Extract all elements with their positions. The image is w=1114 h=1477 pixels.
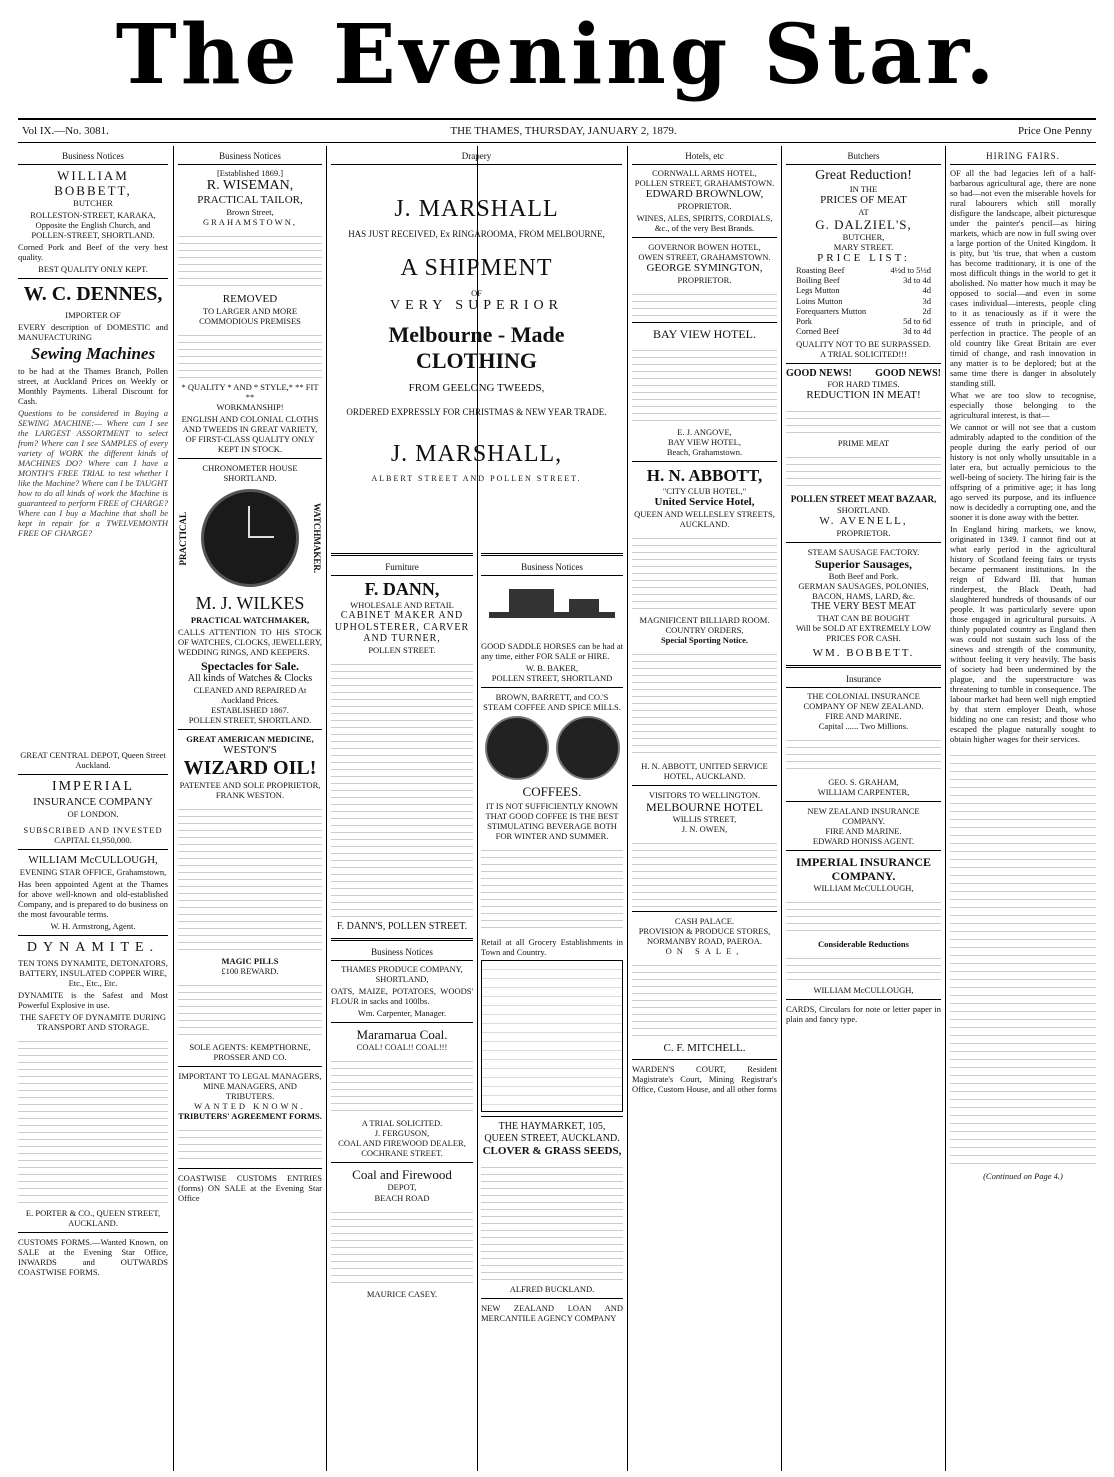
ad-agent: H. N. ABBOTT, UNITED SERVICE HOTEL, AUCKLAND. <box>641 760 768 781</box>
ad-text: STEAM COFFEE AND SPICE MILLS. <box>483 701 621 712</box>
price-row <box>786 306 941 316</box>
ad-agent: W. H. Armstrong, Agent. <box>50 920 136 931</box>
ad-name: H. N. ABBOTT, <box>646 465 763 485</box>
ad-text: "CITY CLUB HOTEL," <box>662 485 747 496</box>
ad-title: GOOD NEWS! <box>786 367 852 379</box>
ad-text: WINES, ALES, SPIRITS, CORDIALS, &c., of the very Best Brands. <box>636 212 773 233</box>
ad-title: IMPERIAL INSURANCE COMPANY. <box>795 854 932 883</box>
ad-agent: GEO. S. GRAHAM, <box>828 776 899 787</box>
brand-table <box>481 960 623 1112</box>
ad-text: Brown Street, <box>226 207 274 218</box>
coach-image <box>489 579 615 639</box>
ad-text: ESTABLISHED 1867. <box>211 704 289 715</box>
section-header: Drapery <box>331 150 622 165</box>
section-header: Furniture <box>331 561 473 576</box>
ad-title: PRICE LIST: <box>817 252 910 265</box>
ad-text: [Established 1869.] <box>216 167 284 178</box>
ad-text: ON SALE, <box>665 946 744 957</box>
ad-title: BAY VIEW HOTEL. <box>653 326 756 341</box>
ad-text: SHORTLAND. <box>836 505 891 515</box>
ad-name: EDWARD BROWNLOW, <box>645 187 764 200</box>
ad-title: DYNAMITE. <box>26 939 160 955</box>
ad-text: Has been appointed Agent at the Thames for above well-known and old-established Company, and is prepared to do business on the most favourable terms. <box>18 878 168 919</box>
ad-text: PROVISION & PRODUCE STORES, <box>638 926 771 937</box>
price-row <box>786 296 941 306</box>
ad-trade: PRACTICAL TAILOR, <box>197 194 303 207</box>
ad-text: COAL AND FIREWOOD DEALER, COCHRANE STREET. <box>338 1138 466 1159</box>
ad-name: BROWN, BARRETT, and CO.'S <box>495 691 609 702</box>
article-paragraph: In England hiring markets, we know, originated in 1349. I cannot find out at what early period in the agricultural history of Scotland feeing fairs or trysts became permanent institutions. In the reign of Edward III. that human rinderpest, the Black Death, had slaughtered hundreds of thousands of our people. It was particularly severe upon those engaged in agricultural pursuits. A thinly populated country as England then was could not sustain such loss of the sinews and strength of the community, without feeling it very heavily. The basis of society had been undermined by the plague, and the superstructure was threatening to tumble in consequence. The labour market had been well nigh emptied by that stern employer Death, whose bidding no one can resist; and those who escaped the plague naturally sought to obtain higher wages for their services. <box>950 524 1096 745</box>
ad-text: POLLEN STREET. <box>368 645 436 656</box>
ad-title: United Service Hotel, <box>654 495 755 508</box>
ad-name: WILLIAM McCULLOUGH, <box>813 985 914 996</box>
price-value: 3d <box>922 295 931 306</box>
ad-title: Sewing Machines <box>30 344 156 364</box>
ad-text: Retail at all Grocery Establishments in Town and Country. <box>481 937 623 958</box>
ad-text: NEW ZEALAND LOAN AND MERCANTILE AGENCY COMPANY <box>481 1302 623 1323</box>
ad-text: Questions to be considered in Buying a SEWING MACHINE:— Where can I see the LARGEST ASSORTMENT to select from? Where can I see SAMPLES of every variety of WORK the different kinds of MACHINES DO? Where can I have a MONTH'S FREE TRIAL to test whether I like the Machine? Where can I be TAUGHT how to do all kinds of work the Machine is guaranteed to perform FREE of CHARGE? Where can I buy a Machine that shall be kept in repair for a TWELVEMONTH FREE OF CHARGE? <box>18 408 168 539</box>
price-value: 2d <box>922 305 931 316</box>
ad-text: BEACH ROAD <box>374 1192 430 1203</box>
ad-text: HAS JUST RECEIVED, Ex RINGAROOMA, FROM MELBOURNE, <box>348 228 605 239</box>
text-block <box>331 658 473 918</box>
price-list <box>786 265 941 335</box>
price-item: Pork <box>796 315 813 326</box>
column-1 <box>18 150 168 1468</box>
ad-text: WARDEN'S COURT, Resident Magistrate's Court, Mining Registrar's Office, Custom House, and all other forms <box>632 1064 777 1095</box>
column-7-article <box>950 150 1096 1468</box>
section-header: Business Notices <box>18 150 168 165</box>
ad-name: E. J. ANGOVE, <box>677 426 732 437</box>
ad-text: VERY SUPERIOR <box>389 297 563 313</box>
ad-name: J. N. OWEN, <box>681 824 728 835</box>
text-block <box>178 230 322 290</box>
column-5-hotels <box>632 150 777 1468</box>
ad-text: FIRE AND MARINE. <box>825 825 902 836</box>
ad-text: PRACTICAL <box>178 511 188 566</box>
ad-title: A SHIPMENT <box>400 254 553 281</box>
ad-text: PRICES OF MEAT <box>820 194 907 207</box>
ad-sub: IMPORTER OF <box>65 309 121 320</box>
price-row <box>786 265 941 275</box>
ad-title: REDUCTION IN MEAT! <box>806 389 921 402</box>
text-block <box>632 344 777 424</box>
ad-text: OF LONDON. <box>67 808 119 819</box>
ad-text: QUALITY NOT TO BE SURPASSED. <box>796 338 931 349</box>
ad-title: IMPERIAL <box>51 779 135 795</box>
price-value: 4½d to 5½d <box>890 265 931 276</box>
ad-text: AT <box>858 207 869 218</box>
ad-title: GOOD NEWS! <box>875 367 941 379</box>
price-row <box>786 275 941 285</box>
text-block <box>950 748 1096 1168</box>
text-block <box>632 648 777 758</box>
text-block <box>18 1035 168 1205</box>
ad-text: ENGLISH AND COLONIAL CLOTHS AND TWEEDS IN GREAT VARIETY, OF FIRST-CLASS QUALITY ONLY KEPT IN STOCK. <box>181 414 319 455</box>
ad-text: CALLS ATTENTION TO HIS STOCK OF WATCHES, CLOCKS, JEWELLERY, WEDDING RINGS, AND KEEPERS. <box>178 626 322 657</box>
ad-text: TO LARGER AND MORE COMMODIOUS PREMISES <box>199 306 301 327</box>
ad-name: R. WISEMAN, <box>206 177 294 193</box>
ad-title: CASH PALACE. <box>674 916 735 927</box>
ad-text: PROPRIETOR. <box>677 200 732 211</box>
ad-text: POLLEN STREET, SHORTLAND. <box>188 714 312 725</box>
article-title: HIRING FAIRS. <box>950 150 1096 165</box>
clock-icon <box>201 489 299 587</box>
ad-title: THE COLONIAL INSURANCE COMPANY OF NEW ZEALAND. <box>803 690 924 711</box>
ad-trade: BUTCHER, <box>842 232 885 243</box>
ad-text: WORKMANSHIP! <box>216 402 284 413</box>
ad-trade: PRACTICAL WATCHMAKER, <box>190 614 310 625</box>
volume-number: Vol IX.—No. 3081. <box>22 125 109 137</box>
ad-title: WIZARD OIL! <box>183 756 317 779</box>
ad-text: QUEEN AND WELLESLEY STREETS, AUCKLAND. <box>634 508 775 529</box>
ad-title: POLLEN STREET MEAT BAZAAR, <box>790 494 937 505</box>
price-item: Loins Mutton <box>796 295 843 306</box>
price-row <box>786 316 941 326</box>
ad-title: Melbourne - Made CLOTHING <box>388 322 565 374</box>
column-6-butchers <box>786 150 941 1468</box>
ad-name: G. DALZIEL'S, <box>815 217 912 233</box>
text-block <box>178 803 322 953</box>
ad-text: COUNTRY ORDERS, <box>665 624 744 635</box>
ad-name: GEORGE SYMINGTON, <box>646 261 763 274</box>
ad-footer: BEST QUALITY ONLY KEPT. <box>38 264 148 275</box>
ad-note: Corned Pork and Beef of the very best quality. <box>18 242 168 263</box>
ad-text: POLLEN STREET, SHORTLAND <box>491 672 613 683</box>
ad-name: F. DANN, <box>364 578 440 599</box>
price-row <box>786 326 941 336</box>
ad-title: Considerable Reductions <box>818 939 909 950</box>
section-header: Hotels, etc <box>632 150 777 165</box>
ad-text: GOOD SADDLE HORSES can be had at any time, either FOR SALE or HIRE. <box>481 640 623 661</box>
text-block <box>481 1161 623 1281</box>
ad-text: £100 REWARD. <box>221 966 279 977</box>
price-value: 5d to 6d <box>903 315 931 326</box>
ad-name: GOVERNOR BOWEN HOTEL, <box>648 241 761 252</box>
ad-name: W. C. DENNES, <box>23 283 163 306</box>
ad-text: * QUALITY * AND * STYLE,* ** FIT ** <box>181 382 319 403</box>
ad-text: COASTWISE CUSTOMS ENTRIES (forms) ON SALE at the Evening Star Office <box>178 1173 322 1204</box>
ad-title: CHRONOMETER HOUSE SHORTLAND. <box>202 463 298 484</box>
ad-text: All kinds of Watches & Clocks <box>187 672 313 684</box>
ad-name: W. B. BAKER, <box>525 662 579 673</box>
ad-text: WANTED KNOWN. <box>194 1101 306 1112</box>
text-block <box>786 451 941 491</box>
ad-agent: WILLIAM CARPENTER, <box>817 786 910 797</box>
ad-text: PROPRIETOR. <box>677 274 732 285</box>
ad-text: ORDERED EXPRESSLY FOR CHRISTMAS & NEW YEAR TRADE. <box>346 407 607 418</box>
ad-text: SOLE AGENTS: KEMPTHORNE, PROSSER AND CO. <box>189 1042 311 1063</box>
ad-text: EVENING STAR OFFICE, Grahamstown, <box>19 866 167 877</box>
text-block <box>786 405 941 435</box>
ad-text: GERMAN SAUSAGES, POLONIES, <box>798 581 929 592</box>
section-header: Business Notices <box>331 946 473 961</box>
ad-text: FROM GEELONG TWEEDS, <box>408 382 545 395</box>
text-block <box>632 288 777 318</box>
ad-trade: CABINET MAKER AND UPHOLSTERER, CARVER AND TURNER, <box>334 609 470 645</box>
ad-sub: INSURANCE COMPANY <box>33 795 153 808</box>
ad-text: OATS, MAIZE, POTATOES, WOODS' FLOUR in sacks and 100lbs. <box>331 985 473 1006</box>
text-block <box>786 896 941 936</box>
ad-title: COFFEES. <box>522 783 582 799</box>
ad-title: REMOVED <box>222 293 278 306</box>
section-header: Business Notices <box>178 150 322 165</box>
text-block <box>632 532 777 612</box>
ad-name: W. AVENELL, <box>819 515 908 528</box>
ad-text: ALBERT STREET AND POLLEN STREET. <box>371 474 582 484</box>
ad-name: WILLIAM McCULLOUGH, <box>813 883 914 894</box>
ad-title: NEW ZEALAND INSURANCE COMPANY. <box>807 805 920 826</box>
ad-text: MARY STREET. <box>833 242 894 253</box>
ad-text: MAGNIFICENT BILLIARD ROOM. <box>639 614 770 625</box>
article-paragraph: OF all the bad legacies left of a half-barbarous agricultural age, there are none so bad—not even the miserable hovels for rural labourers which still morally disfigure the landscape, albeit picturesque under the painter's pencil—as hiring markets, which are now in full swing over a large portion of the United Kingdom. It is pity, but 'tis true, that when a custom has become traditionary, it is one of the most difficult things in the world to get it abolished. No matter how much it may be opposed to social—and even in some cases individual—interests, people cling to it as tenaciously as if it were the essence of truth in principle, and of perfection in practice. The people of an old country like Great Britain are ever timid of change, and rash innovation in any matter is to be deplored; but at the same time there is danger in absolutely standing still. <box>950 167 1096 388</box>
text-block <box>178 979 322 1039</box>
ad-title: Coal and Firewood <box>352 1167 452 1183</box>
ad-text: EVERY description of DOMESTIC and MANUFACTURING <box>18 321 168 342</box>
ad-title: CLOVER & GRASS SEEDS, <box>482 1144 622 1157</box>
ad-title: Great Reduction! <box>815 167 912 183</box>
dateline <box>18 118 1096 143</box>
ad-agent: ALFRED BUCKLAND. <box>509 1283 595 1294</box>
ad-agent: EDWARD HONISS AGENT. <box>812 835 915 846</box>
ad-address: ROLLESTON-STREET, KARAKA, Opposite the English Church, and POLLEN-STREET, SHORTLAND. <box>30 210 156 241</box>
ad-name: WILLIAM BOBBETT, <box>54 167 132 198</box>
ad-text: OWEN STREET, GRAHAMSTOWN. <box>638 251 771 262</box>
ad-text: PRICES FOR CASH. <box>826 633 901 644</box>
ad-text: F. DANN'S, POLLEN STREET. <box>336 921 468 933</box>
price-item: Forequarters Mutton <box>796 305 867 316</box>
ad-text: DYNAMITE is the Safest and Most Powerful Explosive in use. <box>18 990 168 1011</box>
ad-text: Beach, Grahamstown. <box>666 446 743 457</box>
ad-name: J. MARSHALL <box>394 195 559 222</box>
brand-seal-icon <box>485 716 549 780</box>
ad-text: POLLEN STREET, GRAHAMSTOWN. <box>634 177 775 188</box>
ad-text: CARDS, Circulars for note or letter paper in plain and fancy type. <box>786 1004 941 1025</box>
ad-text: TEN TONS DYNAMITE, DETONATORS, BATTERY, INSULATED COPPER WIRE, Etc., Etc., Etc. <box>18 958 168 989</box>
price-value: 4d <box>922 285 931 296</box>
text-block <box>178 329 322 379</box>
ad-trade: BUTCHER <box>73 198 113 209</box>
ad-text: Both Beef and Pork. <box>828 571 899 582</box>
text-block <box>632 959 777 1039</box>
ad-title: GREAT AMERICAN MEDICINE, <box>186 733 314 744</box>
price-item: Boiling Beef <box>796 275 840 286</box>
ad-text: PRIME MEAT <box>837 438 890 449</box>
ad-address: GREAT CENTRAL DEPOT, Queen Street Auckland. <box>20 750 166 771</box>
ad-name: M. J. WILKES <box>195 593 305 614</box>
ad-text: CAPITAL £1,950,000. <box>54 834 132 845</box>
ad-text: OF <box>471 287 482 298</box>
section-header: Business Notices <box>481 561 623 576</box>
ad-text: WESTON'S <box>223 743 277 756</box>
ad-name: CORNWALL ARMS HOTEL, <box>652 167 757 178</box>
ad-title: STEAM SAUSAGE FACTORY. <box>807 547 920 557</box>
ad-text: PROPRIETOR. <box>836 527 891 538</box>
ad-title: THE HAYMARKET, 105, QUEEN STREET, AUCKLAND. <box>484 1121 620 1144</box>
price-value: 3d to 4d <box>903 325 931 336</box>
ad-title: Maramarua Coal. <box>356 1026 448 1042</box>
price: Price One Penny <box>1018 125 1092 137</box>
ad-text: BAY VIEW HOTEL, <box>668 436 741 447</box>
ad-text: THAT CAN BE BOUGHT <box>817 613 910 624</box>
ad-agent: MAURICE CASEY. <box>366 1288 438 1299</box>
ad-name: WILLIAM McCULLOUGH, <box>28 853 158 866</box>
price-item: Roasting Beef <box>796 265 845 276</box>
ad-name: C. F. MITCHELL. <box>663 1042 746 1055</box>
ad-text: PATENTEE AND SOLE PROPRIETOR, FRANK WESTON. <box>179 780 321 801</box>
ad-title: MAGIC PILLS <box>221 956 279 967</box>
text-block <box>331 1206 473 1286</box>
ad-title: Special Sporting Notice. <box>660 634 749 645</box>
ad-text: IN THE <box>849 184 878 195</box>
ad-title: TRIBUTERS' AGREEMENT FORMS. <box>178 1111 322 1122</box>
ad-text: IT IS NOT SUFFICIENTLY KNOWN THAT GOOD COFFEE IS THE BEST STIMULATING BEVERAGE BOTH FOR WINTER AND SUMMER. <box>485 801 619 842</box>
ad-text: Capital ...... Two Millions. <box>818 720 909 731</box>
ad-text: to be had at the Thames Branch, Pollen street, at Auckland Prices on Weekly or Monthly Payments. Liberal Discount for Cash. <box>18 366 168 407</box>
section-header: Insurance <box>786 673 941 688</box>
ad-text: NORMANBY ROAD, PAEROA. <box>646 936 763 947</box>
price-item: Corned Beef <box>796 325 840 336</box>
masthead <box>0 0 1114 110</box>
ad-text: FIRE AND MARINE. <box>825 710 902 721</box>
column-3-drapery <box>331 150 622 540</box>
ad-text: THE SAFETY OF DYNAMITE DURING TRANSPORT AND STORAGE. <box>19 1012 167 1033</box>
ad-text: FOR HARD TIMES. <box>827 379 900 390</box>
text-block <box>786 952 941 982</box>
ad-text: DEPOT, <box>387 1182 417 1193</box>
ad-name: J. FERGUSON, <box>374 1128 430 1139</box>
place-date: THE THAMES, THURSDAY, JANUARY 2, 1879. <box>450 125 677 137</box>
ad-text: GRAHAMSTOWN, <box>203 217 297 228</box>
text-block <box>331 1055 473 1115</box>
column-4 <box>481 548 623 1468</box>
ad-agent: Wm. Carpenter, Manager. <box>357 1007 447 1018</box>
ad-name: WM. BOBBETT. <box>812 647 915 660</box>
ad-text: WHOLESALE AND RETAIL <box>350 599 454 610</box>
ad-text: THE VERY BEST MEAT <box>811 601 916 613</box>
newspaper-title: The Evening Star. <box>115 7 999 103</box>
column-2 <box>178 150 322 1468</box>
ad-text: A TRIAL SOLICITED. <box>361 1118 443 1129</box>
ad-text: A TRIAL SOLICITED!!! <box>820 348 907 359</box>
ad-title: VISITORS TO WELLINGTON. <box>648 790 761 801</box>
ad-text: WATCHMAKER. <box>312 503 322 574</box>
price-item: Legs Mutton <box>796 285 840 296</box>
article-paragraph: We cannot or will not see that a custom admirably adapted to the condition of the people during the early period of our history is not only wholly unsuitable in a later era, but actually pernicious to the well-being of society. The hiring fair is the offspring of a primitive age; it has long ago served its purpose, and its influence now is decidedly a corrupting one, and the sooner it is done away with the better. <box>950 422 1096 523</box>
brand-seal-icon <box>556 716 620 780</box>
ad-text: COAL! COAL!! COAL!!! <box>356 1042 448 1053</box>
ad-name: J. MARSHALL, <box>390 440 563 467</box>
ad-text: Will be SOLD AT EXTREMELY LOW <box>795 623 932 634</box>
text-block <box>786 734 941 774</box>
ad-text: SUBSCRIBED AND INVESTED <box>23 824 163 835</box>
text-block <box>481 844 623 934</box>
text-block <box>178 1124 322 1164</box>
ad-agent: E. PORTER & CO., QUEEN STREET, AUCKLAND. <box>25 1208 161 1229</box>
ad-name: MELBOURNE HOTEL <box>646 800 763 815</box>
article-paragraph: What we are too slow to recognise, especially those belonging to the agricultural interest, is that— <box>950 389 1096 420</box>
ad-text: BACON, HAMS, LARD, &c. <box>812 591 915 602</box>
ad-title: Superior Sausages, <box>814 557 913 572</box>
price-value: 3d to 4d <box>903 275 931 286</box>
price-row <box>786 285 941 295</box>
section-header: Butchers <box>786 150 941 165</box>
ad-title: THAMES PRODUCE COMPANY, SHORTLAND, <box>341 963 463 984</box>
ad-title: Spectacles for Sale. <box>200 658 300 673</box>
ad-text: CLEANED AND REPAIRED At Auckland Prices. <box>193 684 307 705</box>
continued-note: (Continued on Page 4.) <box>983 1170 1063 1181</box>
text-block <box>632 837 777 907</box>
ad-title: IMPORTANT TO LEGAL MANAGERS, MINE MANAGERS, AND TRIBUTERS. <box>178 1071 322 1102</box>
ad-text: CUSTOMS FORMS.—Wanted Known, on SALE at the Evening Star Office, INWARDS and OUTWARDS COASTWISE FORMS. <box>18 1237 168 1278</box>
ad-text: WILLIS STREET, <box>672 814 737 825</box>
column-3a-furniture <box>331 548 473 1468</box>
